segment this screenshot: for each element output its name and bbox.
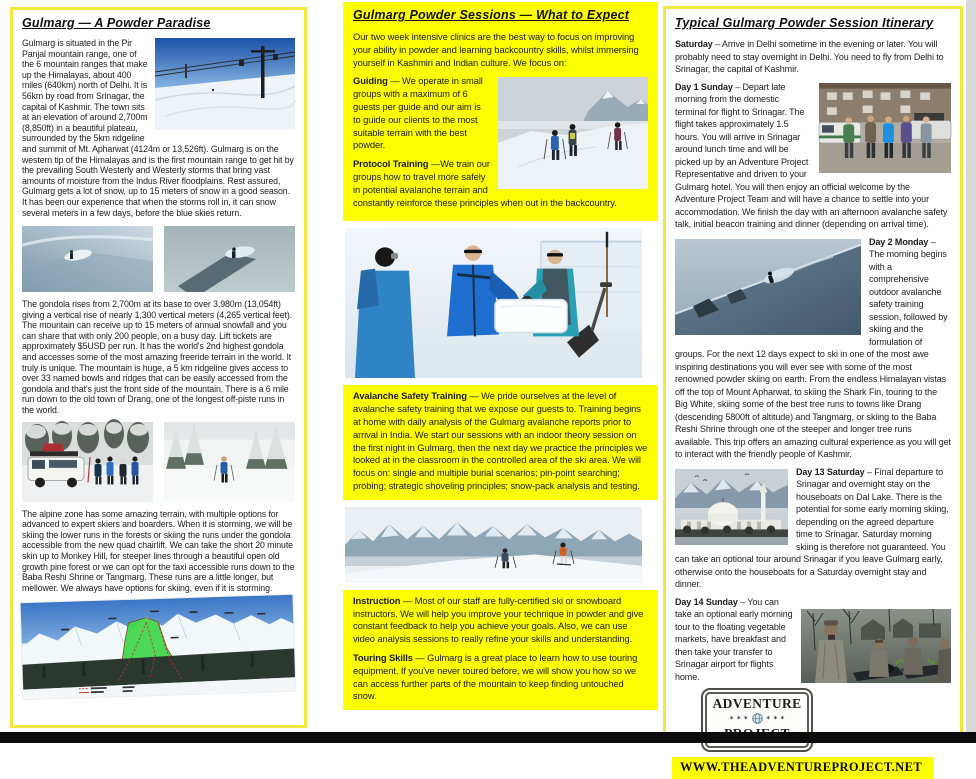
middle-intro-block [343,2,658,221]
day-label: Day 1 Sunday [675,82,733,92]
middle-intro-paragraph: Our two week intensive clinics are the best way to focus on improving your ability in powder and learning backcountry skills, whilst immersing yourself in Kashmiri and Indian culture. We focus on: [353,31,648,69]
day-label: Day 14 Sunday [675,597,738,607]
avalanche-paragraph: Avalanche Safety Training — We pride ourselves at the level of avalanche safety training that we expose our guests to. Training begins at home with daily analysis of the Gulmarg avalanche reports prior to arrival in India. We start our sessions with an indoor theory session on the first night in Gulmarg, then the next day we practice the principles we looked at in the classroom in the controlled area of the ski area. We will focus on: single and multiple burial scenarios; pin-point searching; probing; strategic shoveling principles; snow-pack analysis and testing. [353,390,648,492]
powder-turn-photo-2 [164,226,295,292]
arrival-group-photo [819,83,951,173]
trail-map-wrap [22,599,296,699]
left-photo-row-2 [22,422,295,502]
right-column-title: Typical Gulmarg Powder Session Itinerary [675,16,951,30]
ski-lift-photo [155,38,295,130]
powder-turn-photo-1 [22,226,153,292]
left-column-title: Gulmarg — A Powder Paradise [22,16,295,30]
snow-pit-photo [345,228,642,378]
middle-column [343,2,658,741]
scan-edge-strip [966,0,976,732]
protocol-paragraph: Protocol Training —We train our groups how to travel more safely in potential avalanche terrain and constantly reinforce these principles when out in the backcountry. [353,158,648,209]
touring-label: Touring Skills [353,652,413,663]
page-bottom-bar [0,732,976,743]
logo-line-adventure: ADVENTURE [712,697,801,712]
itinerary-day-2: Day 2 Monday – The morning begins with a comprehensive outdoor avalanche safety training session, followed by skiing and the formulation of groups. For the next 12 days expect to ski in one of the most awe inspiring destinations you will ever see with some of the most renowned powder skiing on earth. From the endless Himalayan vistas off the top of Mount Apharwat, to skiing the Shark Fin, touring to the Big White, skiing some of the best tree runs to towns like Drang (descending 5800ft of altitude) and Tangmarg, or skiing to the Baba Reshi Shrine through one of the steeper and longer tree runs available. This trip offers an amazing cultural experience as you will get to interact with the friendly people of Kashmir. [675,236,951,466]
instruction-paragraph: Instruction — Most of our staff are fully-certified ski or snowboard instructors. We will help you improve your technique in powder and give constant feedback to help you achieve your goals. Also, we can use video analysis sessions to really refine your skills and understanding. [353,595,648,646]
day-label: Day 2 Monday [869,237,928,247]
instruction-touring-block [343,590,658,710]
forest-skinning-photo [164,422,295,502]
protocol-label: Protocol Training [353,158,428,169]
avalanche-label: Avalanche Safety Training [353,390,467,401]
globe-icon [752,713,763,727]
ridge-hikers-photo [498,77,648,189]
day-label: Saturday [675,39,713,49]
stars-right-icon: ✶ ✶ ✶ [766,716,786,723]
avalanche-block [343,385,658,499]
left-photo-row-1 [22,226,295,292]
itinerary-day-saturday: Saturday – Arrive in Delhi sometime in the evening or later. You will probably need to stay overnight in Delhi. You need to fly from Delhi to Srinagar, the capital of Kashmir. [675,38,951,76]
guiding-paragraph: Guiding — We operate in small groups with a maximum of 6 guests per guide and our aim is to guide our clients to the most suitable terrain with the best powder. [353,75,648,152]
trail-map-panorama-photo [21,595,296,699]
guiding-label: Guiding [353,75,388,86]
left-paragraph-2: The gondola rises from 2,700m at its base to over 3,980m (13,054ft) giving a vertical rise of nearly 1,300 vertical meters (4,265 vertical feet). The mountain can receive up to 15 meters of annual snowfall and you can share that with only 200 people, on a busy day. Lift tickets are approximately $5USD per run. It has the world's 2nd highest gondola and accesses some of the most amazing freeride terrain in the world. It truly is unique. The mountain is huge, a 5 km ridgeline gives access to over 33 named bowls and ridges that can be easily accessed from the gondola and that's just the front side of the mountain. There is a 6 mile run down to the old town of Drang, one of the longest off-piste runs in the world. [22,299,295,416]
two-skiers-panorama-photo [345,507,642,583]
floating-market-photo [801,609,951,683]
left-paragraph-3: The alpine zone has some amazing terrain, with multiple options for advanced to expert skiers and boarders. When it is storming, we will be skiing the lower runs in the forests or skiing the runs under the gondola accessible from the new quad chairlift. We can take the short 20 minute skin up to Monkey Hill, for steeper lines through a beautiful open old growth pine forest or we can opt for the taxi accessible runs down to the Baba Reshi Shrine or Tangmarg. These runs are a little longer, but mellower. We always have options for skiing, even if it is storming. [22,509,295,594]
instruction-label: Instruction [353,595,400,606]
touring-paragraph: Touring Skills — Gulmarg is a great place to learn how to use touring equipment. If you've never toured before, we will show you how so we can access further parts of the mountain to keep finding untouched snow. [353,652,648,703]
steep-powder-photo [675,239,861,335]
left-intro-block [22,38,295,224]
itinerary-day-13: Day 13 Saturday – Final departure to Srinagar and overnight stay on the houseboats on Dal Lake. There is the potential for some early morning skiing, depending on the agreed departure time to Srinagar. Saturday morning skiing is therefore not guaranteed. You can take an optional tour around Srinagar if you leave Gulmarg early, otherwise onto the houseboats for a Saturday overnight stay and dinner. [675,466,951,596]
website-url: WWW.THEADVENTUREPROJECT.NET [672,757,934,779]
itinerary-day-1: Day 1 Sunday – Depart late morning from the domestic terminal for flight to Srinagar. The flight takes approximately 1.5 hours. You will arrive in Srinagar around lunch time and will be picked up by an Adventure Project Representative and driven to your Gulmarg hotel. You will then enjoy an official welcome by the Adventure Project Team and will have a chance to settle into your accommodation. We finish the day with an afternoon avalanche safety talk, initial beacon training and dinner (depending on arrival time). [675,81,951,236]
left-paragraph-1: Gulmarg is situated in the Pir Panjal mountain range, one of the 6 mountain ranges that make up the Himalayas, about 400 miles (640km) north of Delhi. It is 56km by road from Srinagar, the capital of Kashmir. The town sits at an elevation of around 2,700m (8,850ft) in a beautiful plateau, surrounded by the 5km ridgeline and summit of Mt. Apharwat (4124m or 13,526ft). Gulmarg is on the western tip of the Himalayas and is the first mountain range to get hit by the prevailing South Westerly and Westerly storms that bring vast amounts of moisture from the Indus River floodplains. Rest assured, Gulmarg gets a lot of snow, up to 15 meters of snow in a good season. It has been our experience that when the storms roll in, it can snow several meters in a few days, before the blue skies return. [22,38,295,218]
stars-left-icon: ✶ ✶ ✶ [729,716,749,723]
day-label: Day 13 Saturday [796,467,865,477]
itinerary-day-14: Day 14 Sunday – You can take an optional early morning tour to the floating vegetable markets, have breakfast and then take your transfer to Srinagar airport for flights home. ADVENTURE ✶ ✶ ✶ ✶ ✶ ✶ [675,596,951,755]
right-column [663,6,963,735]
middle-column-title: Gulmarg Powder Sessions — What to Expect [353,8,648,22]
mosque-photo [675,469,788,545]
left-column [10,7,307,728]
jeep-loading-photo [22,422,153,502]
